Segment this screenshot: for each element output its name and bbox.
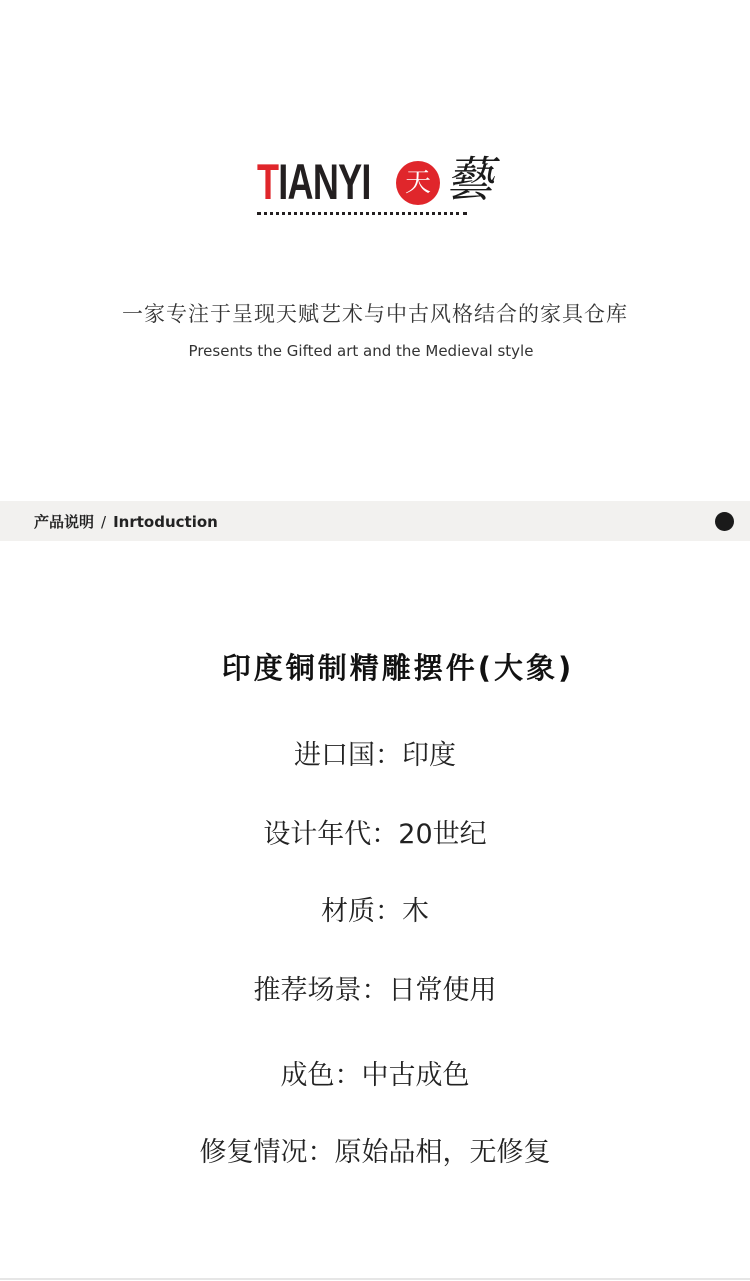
logo-calligraphy-icon: 藝 bbox=[445, 152, 494, 208]
logo-wordmark-rest: IANYI bbox=[278, 154, 371, 210]
logo-wordmark bbox=[257, 156, 371, 208]
spec-material: 材质：木 bbox=[321, 896, 429, 927]
tagline-english: Presents the Gifted art and the Medieval style bbox=[188, 342, 534, 360]
spec-origin-country: 进口国：印度 bbox=[294, 740, 456, 771]
product-title: 印度铜制精雕摆件(大象) bbox=[221, 651, 575, 685]
section-title-en: Inrtoduction bbox=[113, 513, 218, 531]
bottom-divider bbox=[0, 1278, 750, 1280]
section-header-bar bbox=[0, 501, 750, 541]
section-title-cn: 产品说明 bbox=[34, 513, 95, 531]
logo-seal-icon: 天 bbox=[396, 161, 440, 205]
spec-design-era: 设计年代：20世纪 bbox=[263, 819, 487, 850]
section-title bbox=[34, 511, 218, 532]
logo-wordmark-first-letter: T bbox=[257, 154, 279, 210]
logo-dotted-underline bbox=[257, 212, 467, 215]
tagline-chinese: 一家专注于呈现天赋艺术与中古风格结合的家具仓库 bbox=[122, 302, 628, 326]
spec-condition: 成色：中古成色 bbox=[280, 1060, 470, 1091]
section-dot-icon bbox=[715, 512, 734, 531]
spec-restoration: 修复情况：原始品相，无修复 bbox=[199, 1137, 551, 1168]
section-title-separator: / bbox=[101, 513, 107, 531]
spec-recommended-use: 推荐场景：日常使用 bbox=[253, 975, 497, 1006]
brand-logo bbox=[257, 150, 497, 220]
